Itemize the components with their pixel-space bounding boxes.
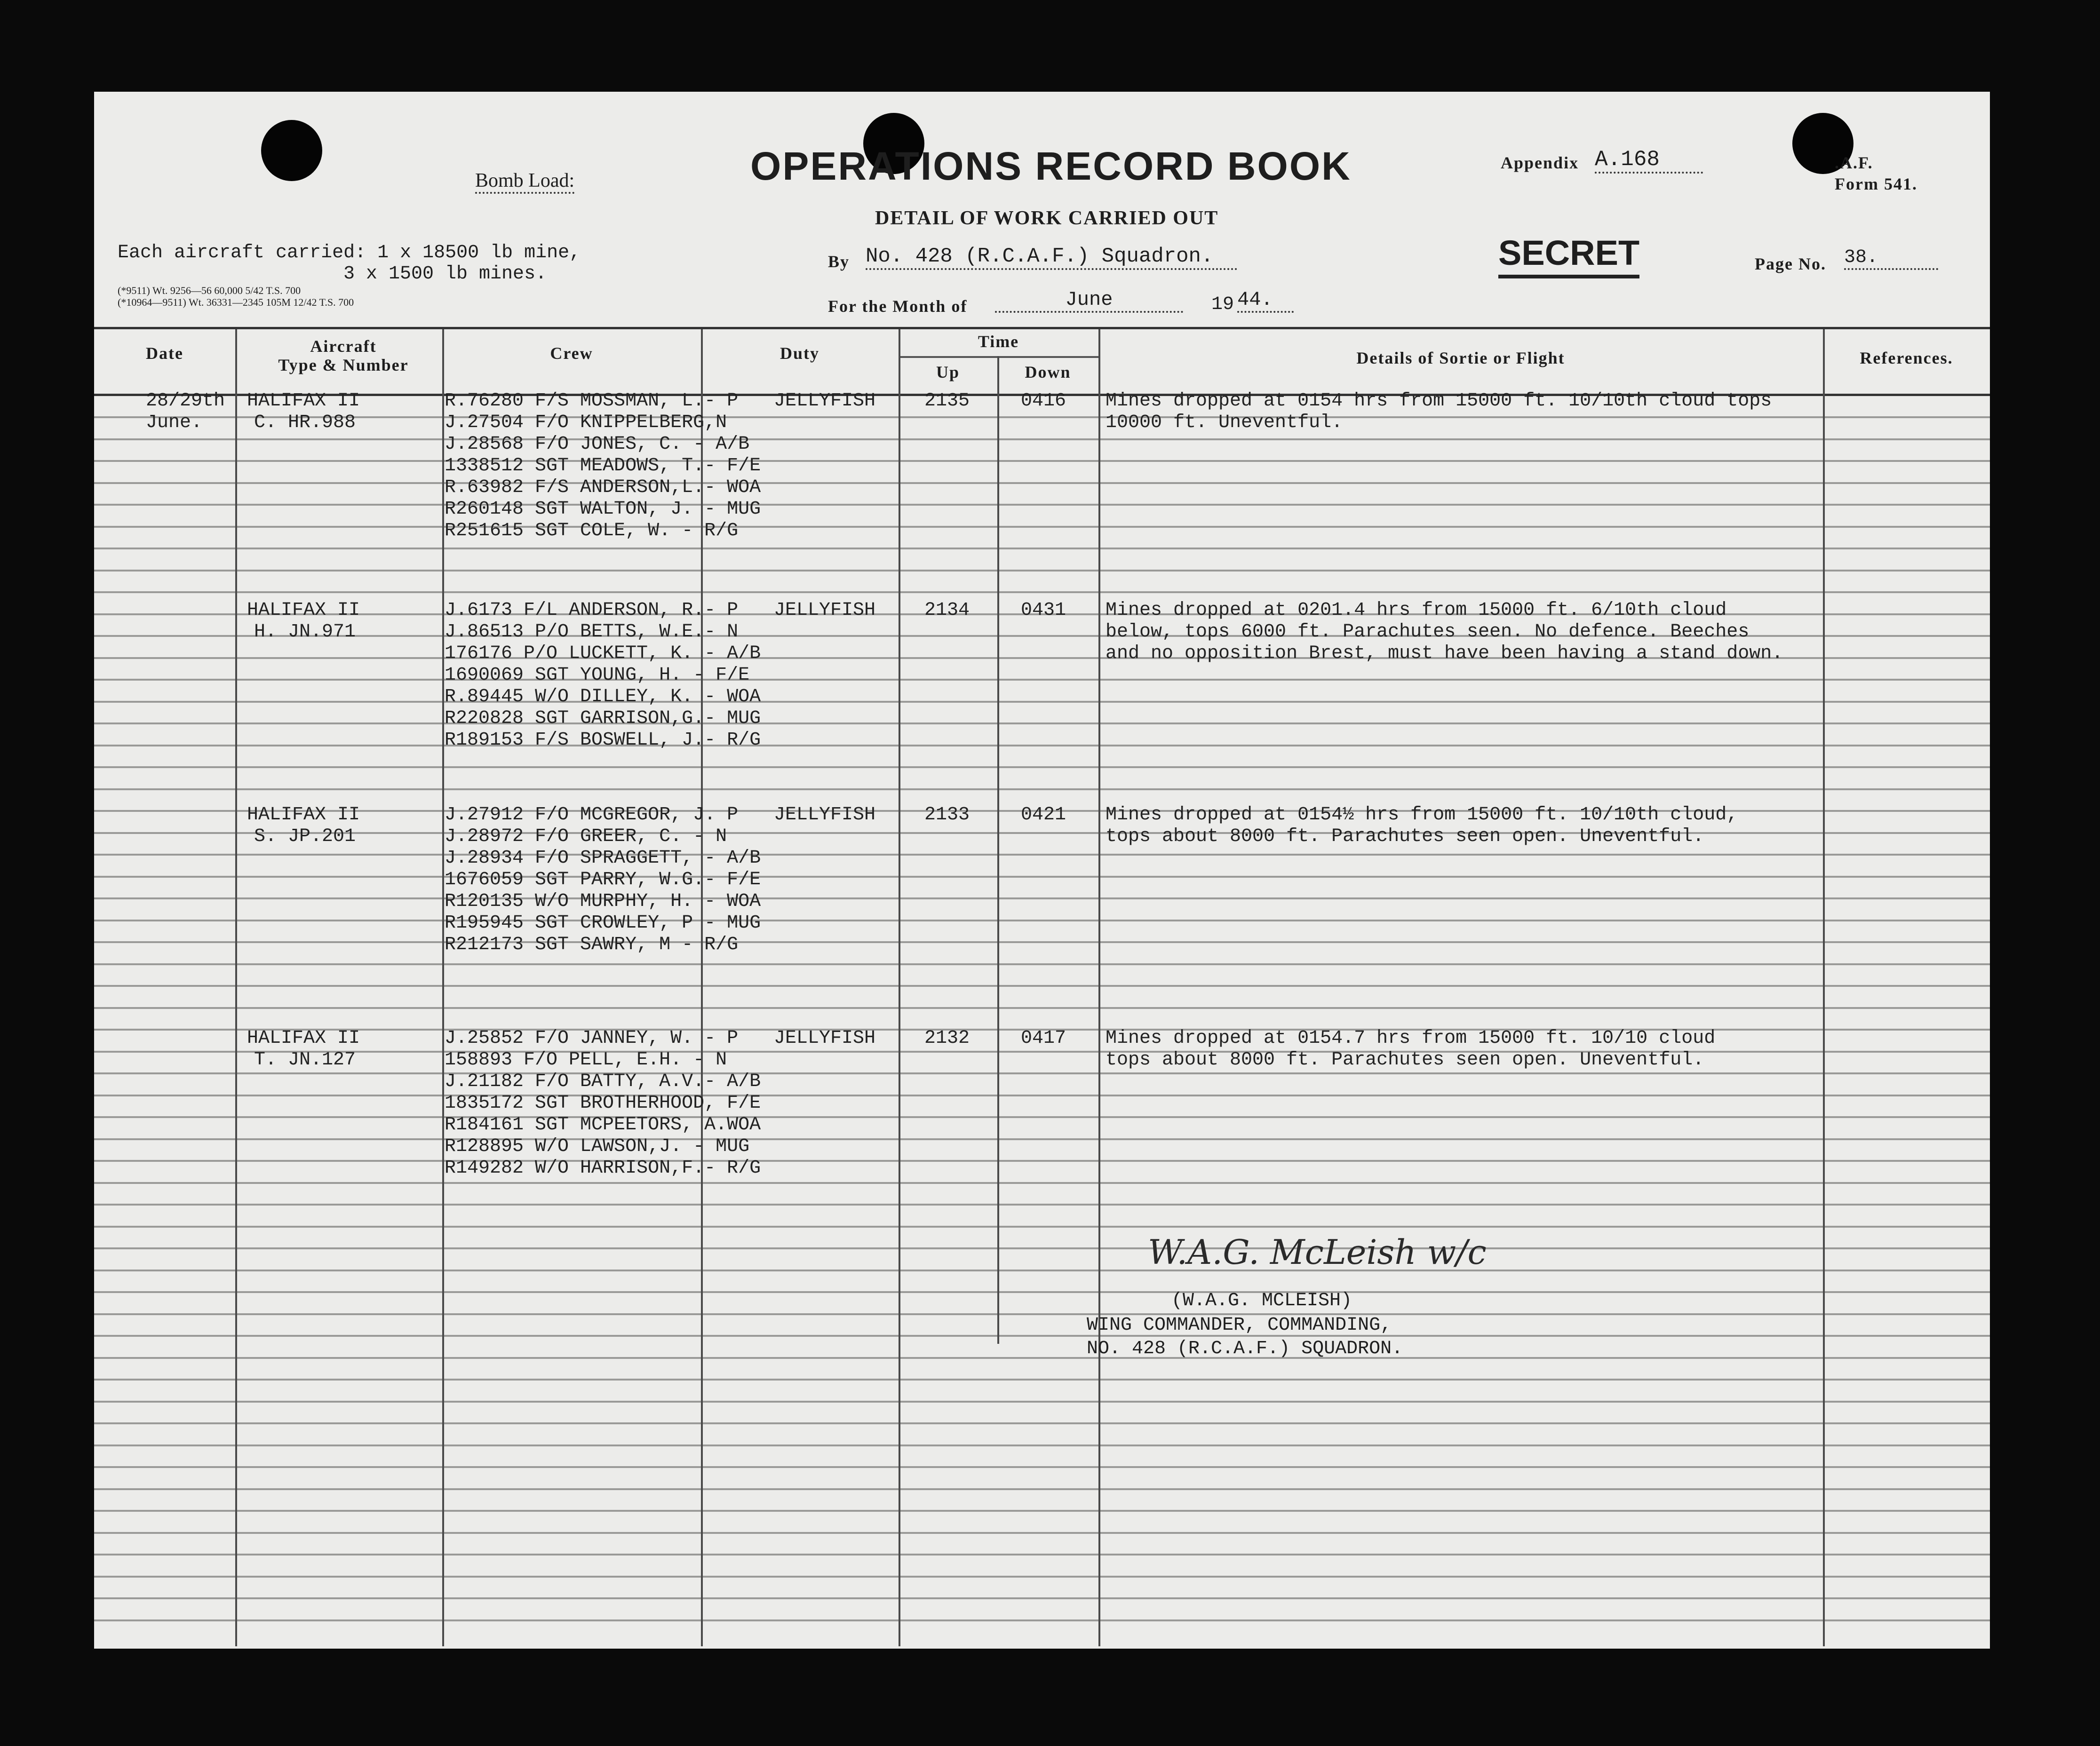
entry-time-up: 2132	[924, 1028, 970, 1049]
entry-crew-member: R120135 W/O MURPHY, H. - WOA	[445, 891, 761, 912]
entry-duty: JELLYFISH	[774, 1028, 876, 1049]
col-references: References.	[1860, 349, 1953, 367]
entry-aircraft-type: HALIFAX II	[247, 804, 360, 825]
entry-crew-member: R220828 SGT GARRISON,G.- MUG	[445, 708, 761, 729]
ruled-line	[94, 1488, 1990, 1490]
signature-name: (W.A.G. MCLEISH)	[1171, 1290, 1352, 1311]
entry-details-line: below, tops 6000 ft. Parachutes seen. No defence. Beeches	[1106, 621, 1750, 643]
ruled-line	[94, 788, 1990, 790]
appendix-label: Appendix	[1501, 153, 1579, 172]
entry-crew-member: 158893 F/O PELL, E.H. - N	[445, 1049, 727, 1071]
entry-aircraft-type: HALIFAX II	[247, 600, 360, 621]
signature-title: WING COMMANDER, COMMANDING,	[1087, 1315, 1392, 1336]
col-date: Date	[146, 344, 183, 363]
entry-aircraft-number: T. JN.127	[254, 1049, 356, 1071]
ruled-line	[94, 1204, 1990, 1206]
page-number-label: Page No.	[1755, 254, 1826, 273]
carried-line-2: 3 x 1500 lb mines.	[343, 263, 547, 285]
column-divider	[235, 329, 237, 1646]
entry-crew-member: R128895 W/O LAWSON,J. - MUG	[445, 1136, 750, 1157]
entry-details-line: Mines dropped at 0154½ hrs from 15000 ft. 10/10th cloud,	[1106, 804, 1738, 825]
entry-crew-member: J.21182 F/O BATTY, A.V.- A/B	[445, 1071, 761, 1092]
ruled-line	[94, 591, 1990, 593]
printer-line-1: (*9511) Wt. 9256—56 60,000 5/42 T.S. 700	[118, 285, 301, 296]
ruled-line	[94, 766, 1990, 768]
ruled-line	[94, 482, 1990, 484]
entry-crew-member: J.27504 F/O KNIPPELBERG,N	[445, 412, 727, 433]
ruled-line	[94, 1335, 1990, 1337]
col-details: Details of Sortie or Flight	[1356, 349, 1565, 367]
entry-time-up: 2134	[924, 600, 970, 621]
handwritten-signature: W.A.G. McLeish w/c	[1148, 1232, 1487, 1272]
by-label: By	[828, 252, 850, 271]
column-divider	[442, 329, 444, 1646]
entry-aircraft-number: S. JP.201	[254, 826, 356, 847]
year-prefix: 19	[1211, 294, 1234, 315]
bomb-load-label: Bomb Load:	[475, 169, 574, 194]
entry-crew-member: J.28972 F/O GREER, C. - N	[445, 826, 727, 847]
carried-line-1: Each aircraft carried: 1 x 18500 lb mine,	[118, 242, 581, 263]
entry-crew-member: J.6173 F/L ANDERSON, R.- P	[445, 600, 739, 621]
entry-crew-member: 1676059 SGT PARRY, W.G.- F/E	[445, 869, 761, 890]
ruled-line	[94, 526, 1990, 528]
entry-date: 28/29th	[146, 390, 225, 412]
ruled-line	[94, 897, 1990, 899]
ruled-line	[94, 1007, 1990, 1009]
squadron-value: No. 428 (R.C.A.F.) Squadron.	[866, 245, 1237, 270]
ruled-line	[94, 1554, 1990, 1556]
ruled-line	[94, 1619, 1990, 1621]
ruled-line	[94, 832, 1990, 834]
entry-details-line: and no opposition Brest, must have been having a stand down.	[1106, 643, 1783, 664]
col-crew: Crew	[550, 344, 593, 363]
entry-time-down: 0417	[1021, 1028, 1066, 1049]
form-number-line2: Form 541.	[1835, 175, 1917, 193]
ruled-line	[94, 570, 1990, 571]
ruled-line	[94, 722, 1990, 724]
ruled-line	[94, 1422, 1990, 1424]
ruled-line	[94, 1095, 1990, 1096]
entry-aircraft-type: HALIFAX II	[247, 1028, 360, 1049]
entry-crew-member: 1690069 SGT YOUNG, H. - F/E	[445, 665, 750, 686]
entry-crew-member: 1338512 SGT MEADOWS, T.- F/E	[445, 455, 761, 476]
entry-details-line: Mines dropped at 0154.7 hrs from 15000 ft. 10/10 cloud	[1106, 1028, 1716, 1049]
entry-details-line: Mines dropped at 0201.4 hrs from 15000 ft. 6/10th cloud	[1106, 600, 1727, 621]
entry-crew-member: R184161 SGT MCPEETORS, A.WOA	[445, 1114, 761, 1135]
entry-aircraft-number: H. JN.971	[254, 621, 356, 643]
ruled-line	[94, 460, 1990, 462]
entry-crew-member: R260148 SGT WALTON, J. - MUG	[445, 499, 761, 520]
entry-crew-member: R.89445 W/O DILLEY, K. - WOA	[445, 686, 761, 707]
column-divider	[899, 329, 900, 1646]
ruled-line	[94, 1444, 1990, 1446]
ruled-line	[94, 941, 1990, 943]
entry-crew-member: J.27912 F/O MCGREGOR, J. P	[445, 804, 739, 825]
ruled-line	[94, 1226, 1990, 1228]
entry-crew-member: 176176 P/O LUCKETT, K. - A/B	[445, 643, 761, 664]
ruled-line	[94, 1379, 1990, 1381]
secret-stamp: SECRET	[1498, 233, 1639, 278]
ruled-line	[94, 1116, 1990, 1118]
ruled-line	[94, 1270, 1990, 1271]
column-divider	[1098, 329, 1100, 1646]
ruled-line	[94, 745, 1990, 746]
ruled-line	[94, 1401, 1990, 1403]
year-value: 44.	[1237, 288, 1294, 313]
ruled-line	[94, 985, 1990, 987]
entry-crew-member: J.25852 F/O JANNEY, W. - P	[445, 1028, 739, 1049]
header-top-rule	[94, 327, 1990, 329]
col-up: Up	[936, 363, 960, 381]
entry-details-line: tops about 8000 ft. Parachutes seen open. Uneventful.	[1106, 826, 1704, 847]
ruled-line	[94, 920, 1990, 921]
entry-aircraft-number: C. HR.988	[254, 412, 356, 433]
ruled-line	[94, 438, 1990, 440]
ruled-line	[94, 1597, 1990, 1599]
entry-duty: JELLYFISH	[774, 390, 876, 412]
entry-crew-member: R189153 F/S BOSWELL, J.- R/G	[445, 730, 761, 751]
ruled-line	[94, 1532, 1990, 1534]
entry-crew-member: J.86513 P/O BETTS, W.E.- N	[445, 621, 739, 643]
ruled-line	[94, 548, 1990, 549]
entry-duty: JELLYFISH	[774, 804, 876, 825]
form-number-line1: .A.F.	[1835, 153, 1873, 172]
entry-time-down: 0421	[1021, 804, 1066, 825]
entry-crew-member: J.28934 F/O SPRAGGETT, - A/B	[445, 848, 761, 869]
entry-details-line: tops about 8000 ft. Parachutes seen open. Uneventful.	[1106, 1049, 1704, 1071]
month-label: For the Month of	[828, 297, 968, 316]
ruled-line	[94, 1051, 1990, 1053]
entry-date: June.	[146, 412, 203, 433]
ruled-line	[94, 416, 1990, 418]
ruled-line	[94, 1357, 1990, 1359]
ruled-line	[94, 1510, 1990, 1512]
entry-crew-member: R195945 SGT CROWLEY, P - MUG	[445, 913, 761, 934]
ruled-line	[94, 701, 1990, 703]
ruled-line	[94, 1072, 1990, 1074]
col-aircraft-2: Type & Number	[278, 356, 409, 374]
ruled-line	[94, 1182, 1990, 1184]
entry-crew-member: J.28568 F/O JONES, C. - A/B	[445, 434, 750, 455]
entry-aircraft-type: HALIFAX II	[247, 390, 360, 412]
record-sheet	[94, 92, 1990, 1649]
entry-crew-member: 1835172 SGT BROTHERHOOD, F/E	[445, 1093, 761, 1114]
col-aircraft-1: Aircraft	[310, 337, 377, 356]
signature-squadron: NO. 428 (R.C.A.F.) SQUADRON.	[1087, 1338, 1403, 1359]
col-time: Time	[978, 332, 1019, 351]
ruled-line	[94, 1247, 1990, 1249]
month-value: June	[995, 288, 1183, 313]
ruled-line	[94, 679, 1990, 681]
col-down: Down	[1025, 363, 1071, 381]
ruled-line	[94, 1291, 1990, 1293]
detail-subtitle: DETAIL OF WORK CARRIED OUT	[875, 207, 1219, 229]
ruled-line	[94, 504, 1990, 506]
entry-time-up: 2135	[924, 390, 970, 412]
binder-hole-left	[261, 120, 322, 181]
ruled-line	[94, 1576, 1990, 1578]
ruled-line	[94, 854, 1990, 856]
ruled-line	[94, 1138, 1990, 1140]
entry-time-down: 0416	[1021, 390, 1066, 412]
entry-crew-member: R251615 SGT COLE, W. - R/G	[445, 520, 739, 541]
column-divider	[1823, 329, 1825, 1646]
entry-time-down: 0431	[1021, 600, 1066, 621]
page-number-value: 38.	[1844, 247, 1938, 270]
entry-crew-member: R.76280 F/S MOSSMAN, L.- P	[445, 390, 739, 412]
entry-details-line: Mines dropped at 0154 hrs from 15000 ft. 10/10th cloud tops	[1106, 390, 1772, 412]
ruled-line	[94, 1313, 1990, 1315]
entry-crew-member: R.63982 F/S ANDERSON,L.- WOA	[445, 477, 761, 498]
entry-details-line: 10000 ft. Uneventful.	[1106, 412, 1343, 433]
printer-line-2: (*10964—9511) Wt. 36331—2345 105M 12/42 T.S. 700	[118, 296, 354, 308]
ruled-line	[94, 1160, 1990, 1162]
page-title: OPERATIONS RECORD BOOK	[750, 144, 1352, 188]
appendix-value: A.168	[1595, 147, 1703, 174]
ruled-line	[94, 963, 1990, 965]
entry-duty: JELLYFISH	[774, 600, 876, 621]
ruled-line	[94, 1466, 1990, 1468]
column-divider	[997, 356, 999, 1344]
col-duty: Duty	[780, 344, 819, 363]
entry-time-up: 2133	[924, 804, 970, 825]
entry-crew-member: R149282 W/O HARRISON,F.- R/G	[445, 1158, 761, 1179]
entry-crew-member: R212173 SGT SAWRY, M - R/G	[445, 934, 739, 955]
ruled-line	[94, 876, 1990, 878]
